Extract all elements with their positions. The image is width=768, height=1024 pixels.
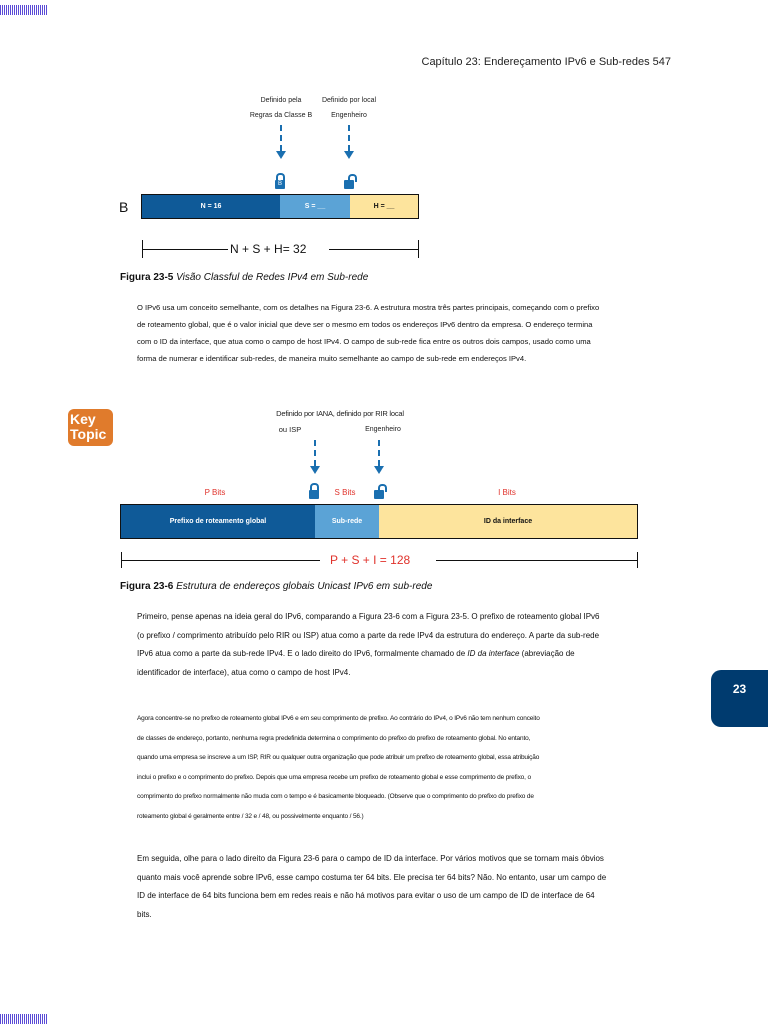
fig6-caption-number: Figura 23-6	[120, 581, 174, 592]
key-topic-badge	[68, 409, 113, 446]
fig6-s-bits-label: S Bits	[334, 488, 356, 497]
fig6-range-line-right	[436, 560, 637, 561]
paragraph-2-text: (abreviação de	[519, 649, 575, 658]
key-topic-line2: Topic	[70, 426, 107, 442]
fig5-formula: N + S + H= 32	[230, 242, 307, 256]
key-topic-line1: Key	[70, 411, 96, 427]
fig5-caption-number: Figura 23-5	[120, 272, 174, 283]
paragraph-2-line: (o prefixo / comprimento atribuído pelo RIR ou ISP) atua como a parte da rede IPv4 da estrutura do endereço. A parte da sub-rede	[137, 630, 600, 640]
chapter-tab	[711, 670, 768, 727]
paragraph-1-line: de roteamento global, que é o valor inicial que deve ser o mesmo em todos os endereços IPv6 dentro da empresa. O endereço termina	[137, 320, 593, 329]
fig5-arrow-right-line	[348, 125, 350, 151]
paragraph-4-line: ID de interface de 64 bits funciona bem em redes reais e não há motivos para evitar o uso de um campo de ID de interface de 64	[137, 891, 595, 900]
fig5-arrow-right-icon	[344, 151, 354, 159]
fig6-i-bits-label: I Bits	[498, 488, 516, 497]
paragraph-1	[137, 299, 677, 367]
paragraph-3-line: Agora concentre-se no prefixo de roteamento global IPv6 e em seu comprimento de prefixo. Ao contrário do IPv4, o IPv6 não tem nenhum conceito	[137, 715, 540, 722]
paragraph-3-line: roteamento global é geralmente entre / 32 e / 48, ou possivelmente enquanto / 56.)	[137, 812, 364, 820]
fig6-address-bar	[120, 504, 638, 539]
fig5-segment-s: S = __	[280, 195, 350, 218]
fig6-caption	[120, 581, 432, 592]
paragraph-4-line: Em seguida, olhe para o lado direito da Figura 23-6 para o campo de ID da interface. Por vários motivos que se tornam mais óbvios	[137, 854, 604, 863]
paragraph-4-line: bits.	[137, 909, 152, 919]
paragraph-2-line: identificador de interface), atua como o campo de host IPv4.	[137, 667, 351, 677]
paragraph-3-line: comprimento do prefixo normalmente não muda com o tempo e é basicamente bloqueado. (Observe que o comprimento do prefixo do prefixo de	[137, 793, 534, 801]
fig6-label-left-1: Definido por IANA, definido por RIR local	[276, 409, 404, 418]
paragraph-3-line: inclui o prefixo e o comprimento do prefixo. Depois que uma empresa recebe um prefixo de roteamento global e esse comprimento de prefixo, o	[137, 773, 531, 781]
fig6-segment-interface-id: ID da interface	[379, 505, 637, 538]
paragraph-2-line: Primeiro, pense apenas na ideia geral do IPv6, comparando a Figura 23-6 com a Figura 23-5. O prefixo de roteamento global IPv6	[137, 612, 600, 621]
paragraph-4	[137, 850, 682, 924]
fig5-segment-n: N = 16	[142, 195, 280, 218]
fig5-segment-h: H = __	[350, 195, 418, 218]
fig6-arrow-right-icon	[374, 466, 384, 474]
fig5-label-right-2: Engenheiro	[331, 112, 367, 119]
paragraph-3	[137, 709, 682, 827]
paragraph-1-line: O IPv6 usa um conceito semelhante, com os detalhes na Figura 23-6. A estrutura mostra três partes principais, começando com o prefixo	[137, 303, 600, 312]
paragraph-2-line	[137, 645, 682, 664]
fig5-arrow-left-line	[280, 125, 282, 151]
fig5-range-tick-right	[418, 240, 419, 258]
fig6-segment-prefix: Prefixo de roteamento global	[121, 505, 315, 538]
fig6-formula: P + S + I = 128	[330, 553, 411, 567]
barcode-bottom	[0, 1014, 48, 1024]
open-lock-icon	[374, 490, 384, 499]
lock-letter: B	[277, 181, 282, 187]
fig5-arrow-left-icon	[276, 151, 286, 159]
paragraph-1-line: forma de numerar e identificar sub-redes, de maneira muito semelhante ao campo de sub-rede em endereços IPv4.	[137, 354, 527, 363]
fig5-range-line-right	[329, 249, 418, 250]
fig6-arrow-left-icon	[310, 466, 320, 474]
fig6-range-line-left	[121, 560, 320, 561]
paragraph-2	[137, 608, 682, 682]
paragraph-2-text: IPv6 atua como a parte da sub-rede IPv4. E o lado direito do IPv6, formalmente chamado de	[137, 649, 468, 658]
fig6-range-tick-right	[637, 552, 638, 568]
fig6-arrow-right-line	[378, 440, 380, 466]
fig6-segment-subnet: Sub-rede	[315, 505, 379, 538]
fig5-label-right-1: Definido por local	[321, 97, 377, 104]
fig6-arrow-left-line	[314, 440, 316, 466]
fig5-address-bar	[141, 194, 419, 219]
fig6-label-right: Engenheiro	[365, 426, 401, 433]
chapter-number: 23	[732, 682, 747, 696]
paragraph-3-line: de classes de endereço, portanto, nenhuma regra predefinida determina o comprimento do prefixo do prefixo de roteamento global. No entanto,	[137, 734, 531, 742]
paragraph-2-emphasis: ID da interface	[467, 649, 520, 658]
fig5-caption	[120, 272, 368, 283]
closed-lock-icon	[275, 180, 285, 189]
paragraph-3-line: quando uma empresa se inscreve a um ISP, RIR ou qualquer outra organização que pode atribuir um prefixo de roteamento global, essa atribuição	[137, 754, 540, 762]
paragraph-4-line: quanto mais você aprende sobre IPv6, esse campo costuma ter 64 bits. Ele precisa ter 64 bits? Não. No entanto, usar um campo de	[137, 872, 607, 882]
paragraph-1-line: com o ID da interface, que atua como o campo de host IPv4. O campo de sub-rede fica entre os outros dois campos, usado como uma	[137, 337, 591, 346]
fig6-label-left-2: ou ISP	[278, 425, 302, 434]
closed-lock-icon	[309, 490, 319, 499]
fig6-caption-text: Estrutura de endereços globais Unicast IPv6 em sub-rede	[176, 581, 433, 592]
fig5-range-line-left	[142, 249, 228, 250]
fig6-p-bits-label: P Bits	[204, 488, 226, 497]
fig5-label-left-2: Regras da Classe B	[249, 112, 313, 119]
barcode-top	[0, 5, 48, 15]
open-lock-icon	[344, 180, 354, 189]
class-letter: B	[119, 199, 129, 215]
fig5-caption-text: Visão Classful de Redes IPv4 em Sub-rede	[176, 272, 369, 283]
fig5-label-left-1: Definido pela	[260, 97, 302, 104]
page-header: Capítulo 23: Endereçamento IPv6 e Sub-redes 547	[421, 56, 671, 68]
